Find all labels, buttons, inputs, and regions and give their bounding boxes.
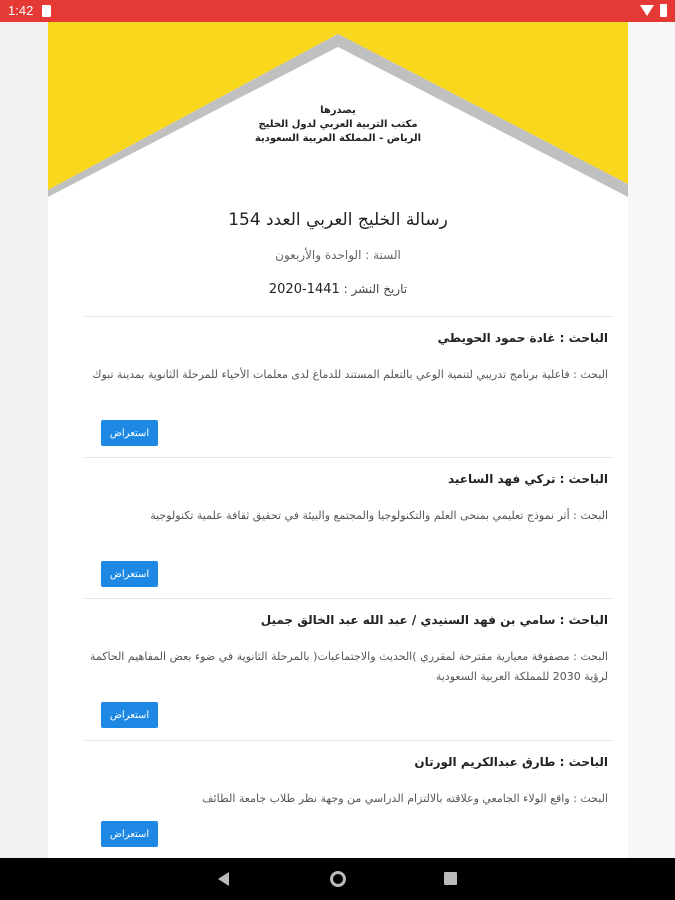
researcher-name: الباحث : طارق عبدالكريم الورتان [414, 755, 608, 769]
side-margin [628, 22, 675, 858]
publisher-block [208, 104, 468, 146]
status-bar [0, 0, 675, 22]
navigation-bar [0, 858, 675, 900]
issue-year: السنة : الواحدة والأربعون [275, 248, 401, 262]
date-label: تاريخ النشر : [339, 282, 408, 296]
view-button[interactable]: استعراض [101, 561, 158, 587]
view-button[interactable]: استعراض [101, 821, 158, 847]
article-card [84, 740, 614, 858]
battery-icon [660, 4, 667, 17]
wifi-icon [640, 5, 654, 16]
research-title: البحث : فاعلية برنامج تدريبي لتنمية الوعي بالتعلم المستند للدماغ لدى معلمات الأحياء للمرحلة الثانوية بمدينة تبوك [92, 368, 608, 381]
date-value: 1441-2020 [268, 282, 340, 297]
recents-icon[interactable] [444, 872, 457, 885]
view-button[interactable]: استعراض [101, 702, 158, 728]
back-icon[interactable] [218, 872, 229, 886]
publisher-line: مكتب التربية العربي لدول الخليج [258, 119, 418, 130]
home-icon[interactable] [330, 871, 346, 887]
researcher-name: الباحث : سامي بن فهد السنيدي / عبد الله عبد الخالق جميل [260, 613, 608, 627]
research-title: البحث : واقع الولاء الجامعي وعلاقته بالالتزام الدراسي من وجهة نظر طلاب جامعة الطائف [202, 792, 608, 805]
researcher-name: الباحث : تركي فهد الساعيد [447, 472, 608, 486]
view-button[interactable]: استعراض [101, 420, 158, 446]
status-time: 1:42 [8, 3, 34, 18]
publisher-line: يصدرها [320, 105, 356, 116]
article-card [84, 457, 614, 598]
researcher-name: الباحث : غادة حمود الحويطي [437, 331, 608, 345]
sd-card-icon [42, 5, 51, 17]
article-card [84, 598, 614, 740]
issue-title: رسالة الخليج العربي العدد 154 [228, 210, 448, 230]
publication-date [48, 282, 628, 297]
research-title: البحث : أثر نموذج تعليمي بمنحى العلم والتكنولوجيا والمجتمع والبيئة في تحقيق ثقافة علمية تكنولوجية [150, 509, 608, 522]
issue-page[interactable] [48, 22, 628, 858]
research-title: البحث : مصفوفة معيارية مقترحة لمقرري )الحديث والاجتماعيات( بالمرحلة الثانوية في ضوء بعض المفاهيم الحاكمة لرؤية 2030 للمملكة العربية السعودية [90, 650, 608, 683]
publisher-line: الرياض - المملكة العربية السعودية [254, 133, 422, 144]
article-card [84, 316, 614, 456]
